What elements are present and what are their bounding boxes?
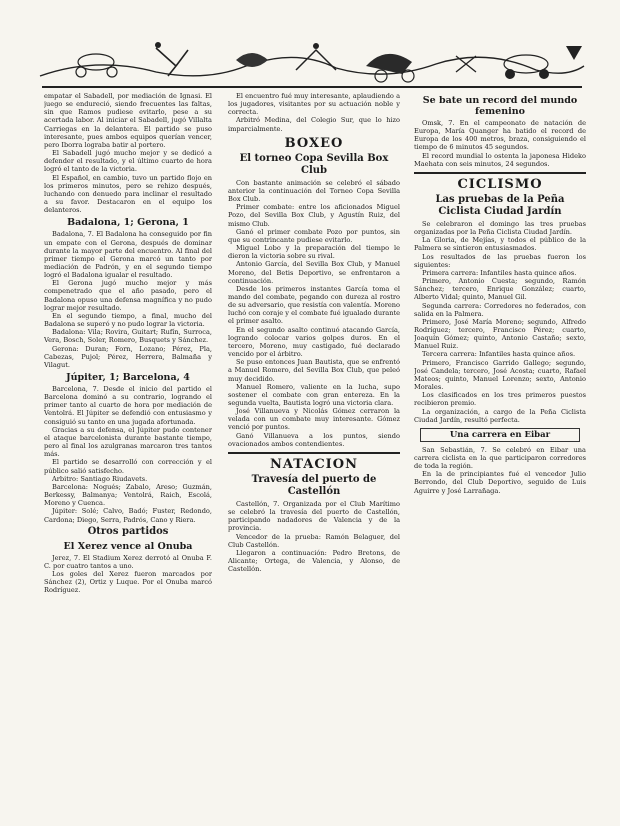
paragraph: La organización, a cargo de la Peña Ciclista Ciudad Jardín, resultó perfecta. (414, 407, 586, 424)
paragraph: José Villanueva y Nicolás Gómez cerraron la velada con un combate muy interesante. Gómez venció por puntos. (228, 407, 400, 432)
paragraph: Castellón, 7. Organizada por el Club Marítimo se celebró la travesía del puerto de Castellón, participando nadadores de Valencia y de la provincia. (228, 499, 400, 533)
paragraph: Primero, Francisco Garrido Gallego; segundo, José Candela; tercero, José Acosta; cuarto, Rafael Mateos; quinto, Manuel Lorenzo; sexto, Antonio Morales. (414, 358, 586, 392)
column-1 (44, 92, 212, 820)
paragraph: El partido se desarrolló con corrección y el público salió satisfecho. (44, 458, 212, 475)
paragraph: Tercera carrera: Infantiles hasta quince años. (422, 350, 576, 359)
paragraph: empatar el Sabadell, por mediación de Ignasi. El juego se endureció, siendo frecuentes las faltas, sin que Ramos pudiese evitarlo, pese a su acertada labor. Al iniciar el Sabadell, jugó Villalta Carriegas en la delantera. El partido se puso interesante, pues ambos equipos querían vencer, pero Iborra lograba batir al portero. (44, 92, 212, 149)
paragraph: Gracias a su defensa, el Júpiter pudo contener el ataque barcelonista durante bastante tiempo, pero al final los azulgranas marcaron tres tantos más. (44, 425, 212, 459)
paragraph: San Sebastián, 7. Se celebró en Eibar una carrera ciclista en la que participaron corredores de toda la región. (414, 445, 586, 471)
paragraph: Arbitro: Santiago Riudavets. (52, 474, 148, 483)
section-heading: BOXEO (284, 135, 344, 151)
paragraph: El encuentro fué muy interesante, aplaudiendo a los jugadores, visitantes por su actuación noble y correcta. (228, 92, 400, 117)
paragraph: Gerona: Duran; Forn, Lozano; Pérez, Pla, Cabezas, Pujol; Pérez, Herrera, Balmaña y Vilagut. (44, 344, 212, 369)
paragraph: Manuel Romero, valiente en la lucha, supo sostener el combate con gran entereza. En la segunda vuelta, Bautista logró una victoria clara. (228, 382, 400, 407)
paragraph: Se puso entonces Juan Bautista, que se enfrentó a Manuel Romero, del Sevilla Box Club, que peleó muy decidido. (228, 358, 400, 383)
match-heading: Júpiter, 1; Barcelona, 4 (66, 372, 190, 383)
paragraph: Ganó el primer combate Pozo por puntos, sin que su contrincante pudiese evitarlo. (228, 227, 400, 244)
paragraph: El record mundial lo ostenta la japonesa Hideko Maehata con seis minutos, 24 segundos. (414, 151, 586, 168)
match-heading: Badalona, 1; Gerona, 1 (67, 217, 189, 229)
sports-banner-illustration (36, 36, 588, 84)
paragraph: En el segundo tiempo, a final, mucho del Badalona se superó y no pudo lograr la victoria. (44, 311, 212, 329)
paragraph: Primero, Antonio Cuesta; segundo, Ramón Sánchez; tercero, Enrique González; cuarto, Alberto Vidal; quinto, Manuel Gil. (414, 277, 586, 302)
paragraph: El Español, en cambio, tuvo un partido flojo en los primeros minutos, pero se rehizo después, luchando con denuedo para inclinar el resultado a su favor. Destacaron en el equipo los delanteros. (44, 173, 212, 215)
column-2 (228, 92, 400, 820)
paragraph: Llegaron a continuación: Pedro Bretons, de Alicante; Ortega, de Valencia, y Alonso, de Castellón. (228, 548, 400, 574)
paragraph: Jerez, 7. El Stadium Xerez derrotó al Onuba F. C. por cuatro tantos a uno. (44, 553, 212, 570)
paragraph: Segunda carrera: Corredores no federados, con salida en la Palmera. (414, 301, 586, 318)
paragraph: Badalona: Vila; Rovira, Guitart; Rufín, Surroca, Vera, Bosch, Soler, Romero, Busquets y Sánchez. (44, 328, 212, 345)
paragraph: Arbitró Medina, del Colegio Sur, que lo hizo imparcialmente. (228, 116, 400, 133)
paragraph: Barcelona: Nogués; Zabalo, Areso; Guzmán, Berkessy, Balmanya; Ventolrá, Raich, Escolá, Moreno y Cuenca. (44, 482, 212, 508)
paragraph: Miguel Lobo y la preparación del tiempo le dieron la victoria sobre su rival. (228, 244, 400, 261)
banner-rule (42, 86, 582, 88)
paragraph: Primer combate: entre los aficionados Miguel Pozo, del Sevilla Box Club, y Agustín Ruiz, del mismo Club. (228, 203, 400, 228)
paragraph: El Gerona jugó mucho mejor y más compenetrado que el año pasado, pero el Badalona opuso una defensa magnífica y no pudo lograr mejor resultado. (44, 279, 212, 312)
section-heading: Otros partidos (87, 525, 169, 537)
article-heading: El torneo Copa Sevilla Box Club (239, 152, 389, 176)
section-heading: NATACION (270, 456, 358, 472)
paragraph: En la de principiantes fué el vencedor Julio Berrondo, del Club Deportivo, seguido de Luis Aguirre y José Larrañaga. (414, 470, 586, 495)
paragraph: Se celebraron el domingo las tres pruebas organizadas por la Peña Ciclista Ciudad Jardín. (414, 219, 586, 237)
boxed-heading: Una carrera en Eibar (420, 428, 580, 442)
paragraph: Omsk, 7. En el campeonato de natación de Europa, María Quanger ha batido el record de Europa de los 400 metros, braza, consiguiendo el tiempo de 6 minutos 45 segundos. (414, 119, 586, 152)
match-heading: El Xerez vence al Onuba (63, 540, 193, 552)
section-rule (414, 172, 586, 174)
paragraph: En el segundo asalto continuó atacando García, logrando colocar varios golpes duros. En el tercero, Moreno, muy castigado, fué declarado vencido por el árbitro. (228, 325, 400, 359)
paragraph: Primera carrera: Infantiles hasta quince años. (422, 268, 577, 277)
paragraph: La Gloria, de Mejías, y todos el público de la Palmera se sintieron entusiasmados. (414, 236, 586, 253)
paragraph: Ganó Villanueva a los puntos, siendo ovacionados ambos contendientes. (228, 431, 400, 448)
paragraph: Antonio García, del Sevilla Box Club, y Manuel Moreno, del Betis Deportivo, se enfrentaron a continuación. (228, 260, 400, 285)
section-rule (228, 452, 400, 454)
paragraph: Badalona, 7. El Badalona ha conseguido por fin un empate con el Gerona, después de dominar durante la mayor parte del encuentro. Al final del primer tiempo el Gerona marcó un tanto por mediación de Padrón, y en el segundo tiempo logró el Badalona igualar el resultado. (44, 230, 212, 280)
section-heading: CICLISMO (457, 176, 543, 192)
paragraph: Primero, José María Moreno; segundo, Alfredo Rodríguez; tercero, Francisco Pérez; cuarto, Joaquín Gómez; quinto, Antonio Castaño; sexto, Manuel Ruiz. (414, 317, 586, 351)
paragraph: Los goles del Xerez fueron marcados por Sánchez (2), Ortiz y Luque. Por el Onuba marcó Rodríguez. (44, 569, 212, 595)
paragraph: Los clasificados en los tres primeros puestos recibieron premio. (414, 391, 586, 408)
article-heading: Travesía del puerto de Castellón (251, 473, 377, 497)
paragraph: Desde los primeros instantes García toma el mando del combate, pegando con dureza al rostro de su adversario, que resistía con valentía. Moreno luchó con coraje y el combate fué igualado durante el primer asalto. (228, 284, 400, 326)
column-3 (414, 92, 586, 820)
paragraph: Vencedor de la prueba: Ramón Belaguer, del Club Castellón. (228, 532, 400, 549)
paragraph: Los resultados de las pruebas fueron los siguientes: (414, 252, 586, 269)
paragraph: Con bastante animación se celebró el sábado anterior la continuación del Torneo Copa Sevilla Box Club. (228, 178, 400, 204)
paragraph: Barcelona, 7. Desde el inicio del partido el Barcelona dominó a su contrario, logrando el primer tanto al cuarto de hora por mediación de Ventolrá. El Júpiter se defendió con entusiasmo y consiguió su tanto en una jugada afortunada. (44, 385, 212, 426)
paragraph: El Sabadell jugó mucho mejor y se dedicó a defender el resultado, y el último cuarto de hora logró el tanto de la victoria. (44, 149, 212, 174)
paragraph: Júpiter: Solé; Calvo, Badó; Fuster, Redondo, Cardona; Diego, Serra, Padrós, Cano y Riera. (44, 507, 212, 524)
article-heading: Las pruebas de la Peña Ciclista Ciudad Jardín (435, 193, 565, 217)
article-heading: Se bate un record del mundo femenino (422, 95, 578, 117)
